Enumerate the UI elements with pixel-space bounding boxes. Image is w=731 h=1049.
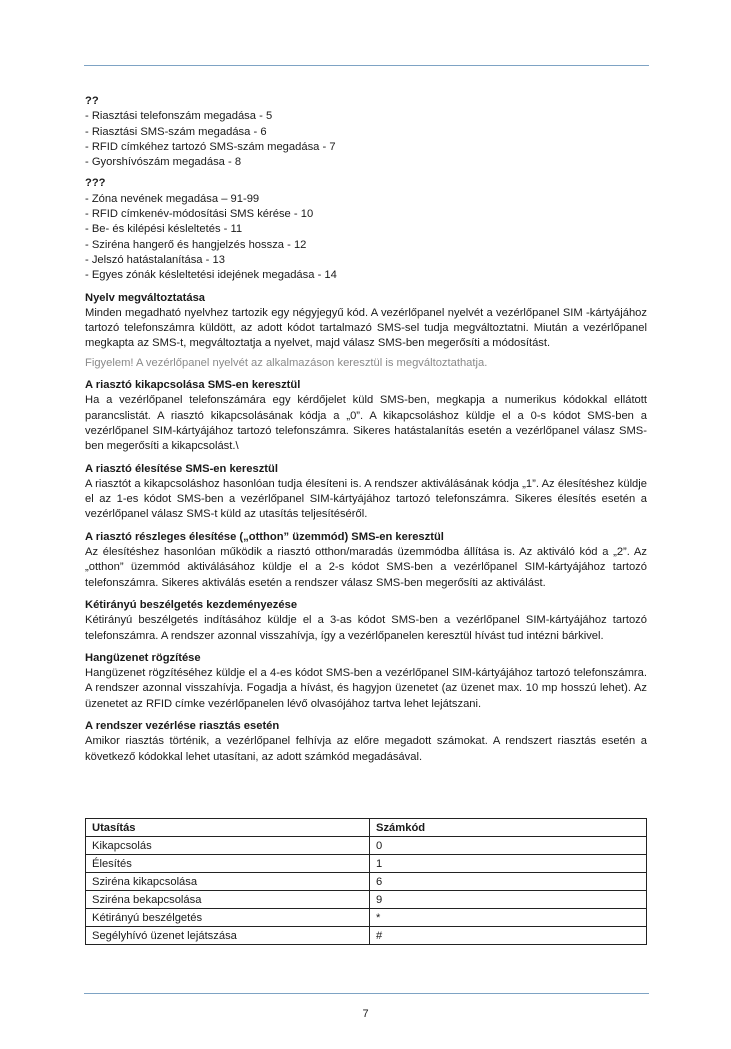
list-item: - Sziréna hangerő és hangjelzés hossza - 12 [85, 238, 307, 251]
section-heading: Nyelv megváltoztatása [85, 291, 206, 304]
note-text: Figyelem! A vezérlőpanel nyelvét az alkalmazáson keresztül is megváltoztathatja. [85, 356, 488, 369]
group-title-3: ??? [85, 177, 106, 190]
table-row [86, 837, 647, 855]
section-two-way [85, 598, 647, 644]
table-cell: 9 [370, 891, 647, 909]
table-row [86, 855, 647, 873]
list-item: - Gyorshívószám megadása - 8 [85, 156, 242, 169]
footer-rule [84, 993, 649, 994]
section-text: Ha a vezérlőpanel telefonszámára egy kérdőjelet küld SMS-ben, megkapja a numerikus kódokkal ellátott parancslistát. A riasztó kikapcsolásának kódja a „0”. A kikapcsoláshoz küldje el a 0-s kódot SMS-ben a vezérlőpanel SIM-kártyájához tartozó telefonszámra. Sikeres hatástalanítás esetén a vezérlőpanel válasz SMS-ben megerősíti a kikapcsolást.\ [85, 394, 647, 453]
page-number: 7 [362, 1008, 369, 1020]
table-cell: 6 [370, 873, 647, 891]
list-item: - RFID címkenév-módosítási SMS kérése - 10 [85, 208, 314, 221]
list-item: - RFID címkéhez tartozó SMS-szám megadása - 7 [85, 140, 336, 153]
section-text: Hangüzenet rögzítéséhez küldje el a 4-es kódot SMS-ben a vezérlőpanel SIM-kártyájához tartozó telefonszámra. A rendszer azonnal visszahívja. Fogadja a hívást, és hagyjon üzenetet (az üzenet max. 10 mp hosszú lehet). Az üzenetet az RFID címke vezérlőpanelen lévő olvasójához tartva lehet lejátszani. [85, 667, 647, 710]
section-heading: A rendszer vezérlése riasztás esetén [85, 719, 280, 732]
table-cell: Kétirányú beszélgetés [86, 909, 370, 927]
header-rule [84, 65, 649, 66]
table-cell: 0 [370, 837, 647, 855]
section-heading: A riasztó élesítése SMS-en keresztül [85, 462, 278, 475]
section-arm [85, 462, 647, 523]
table-cell: Sziréna bekapcsolása [86, 891, 370, 909]
section-heading: A riasztó részleges élesítése („otthon” üzemmód) SMS-en keresztül [85, 530, 444, 543]
list-item: - Zóna nevének megadása – 91-99 [85, 192, 260, 205]
section-voice-record [85, 651, 647, 712]
section-text: Minden megadható nyelvhez tartozik egy négyjegyű kód. A vezérlőpanel nyelvét a vezérlőpanel SIM -kártyájához tartozó telefonszámra küldött, az adott kódot tartalmazó SMS-sel tudja megváltoztatni. Miután a vezérlőpanel megkapta az SMS-t, megváltoztatja a nyelvet, majd válasz SMS-ben megerősíti a módosítást. [85, 306, 647, 350]
list-item: - Riasztási telefonszám megadása - 5 [85, 110, 273, 123]
column-header: Számkód [370, 819, 647, 837]
table-cell: Sziréna kikapcsolása [86, 873, 370, 891]
section-text: Amikor riasztás történik, a vezérlőpanel felhívja az előre megadott számokat. A rendszert riasztás esetén a következő kódokkal lehet utasítani, az adott számkód megadásával. [85, 735, 647, 763]
table-cell: Segélyhívó üzenet lejátszása [86, 927, 370, 945]
section-alarm-control [85, 719, 647, 765]
table-row [86, 927, 647, 945]
section-heading: Hangüzenet rögzítése [85, 651, 201, 664]
table-cell: 1 [370, 855, 647, 873]
section-disarm [85, 378, 647, 454]
list-item: - Be- és kilépési késleltetés - 11 [85, 223, 243, 236]
group-title-2: ?? [85, 95, 99, 107]
table-row [86, 891, 647, 909]
table-cell: * [370, 909, 647, 927]
list-item: - Riasztási SMS-szám megadása - 6 [85, 125, 267, 138]
page-content [85, 94, 647, 765]
section-text: A riasztót a kikapcsoláshoz hasonlóan tudja élesíteni is. A rendszer aktiválásának kódja „1”. Az élesítéshez küldje el az 1-es kódot SMS-ben a vezérlőpanel SIM-kártyájához tartozó telefonszámra. Sikeres élesítés esetén a vezérlőpanel válasz SMS-t küld az utasítás teljesítéséről. [85, 477, 647, 521]
section-heading: A riasztó kikapcsolása SMS-en keresztül [85, 379, 301, 392]
table-cell: Élesítés [86, 855, 370, 873]
section-text: Az élesítéshez hasonlóan működik a riasztó otthon/maradás üzemmódba állítása is. Az aktiváló kód a „2”. Az „otthon” üzemmód aktiválásához küldje el a 2-s kódot SMS-ben a vezérlőpanel SIM-kártyájához tartozó telefonszámra. Sikeres aktiválás esetén a rendszer válasz SMS-ben megerősíti az aktiválást. [85, 546, 647, 589]
code-table [85, 818, 647, 945]
section-text: Kétirányú beszélgetés indításához küldje el a 3-as kódot SMS-ben a vezérlőpanel SIM-kártyájához tartozó telefonszámra. A rendszer azonnal visszahívja, így a vezérlőpanelen keresztül hívást tud intézni bárkivel. [85, 614, 647, 642]
list-item: - Egyes zónák késleltetési idejének megadása - 14 [85, 269, 337, 282]
table-cell: Kikapcsolás [86, 837, 370, 855]
table-cell: # [370, 927, 647, 945]
table-row [86, 909, 647, 927]
section-partial-arm [85, 530, 647, 591]
table-row [86, 873, 647, 891]
section-language [85, 291, 647, 371]
list-item: - Jelszó hatástalanítása - 13 [85, 253, 225, 266]
section-heading: Kétirányú beszélgetés kezdeményezése [85, 598, 298, 611]
table-header-row [86, 819, 647, 837]
column-header: Utasítás [86, 819, 370, 837]
